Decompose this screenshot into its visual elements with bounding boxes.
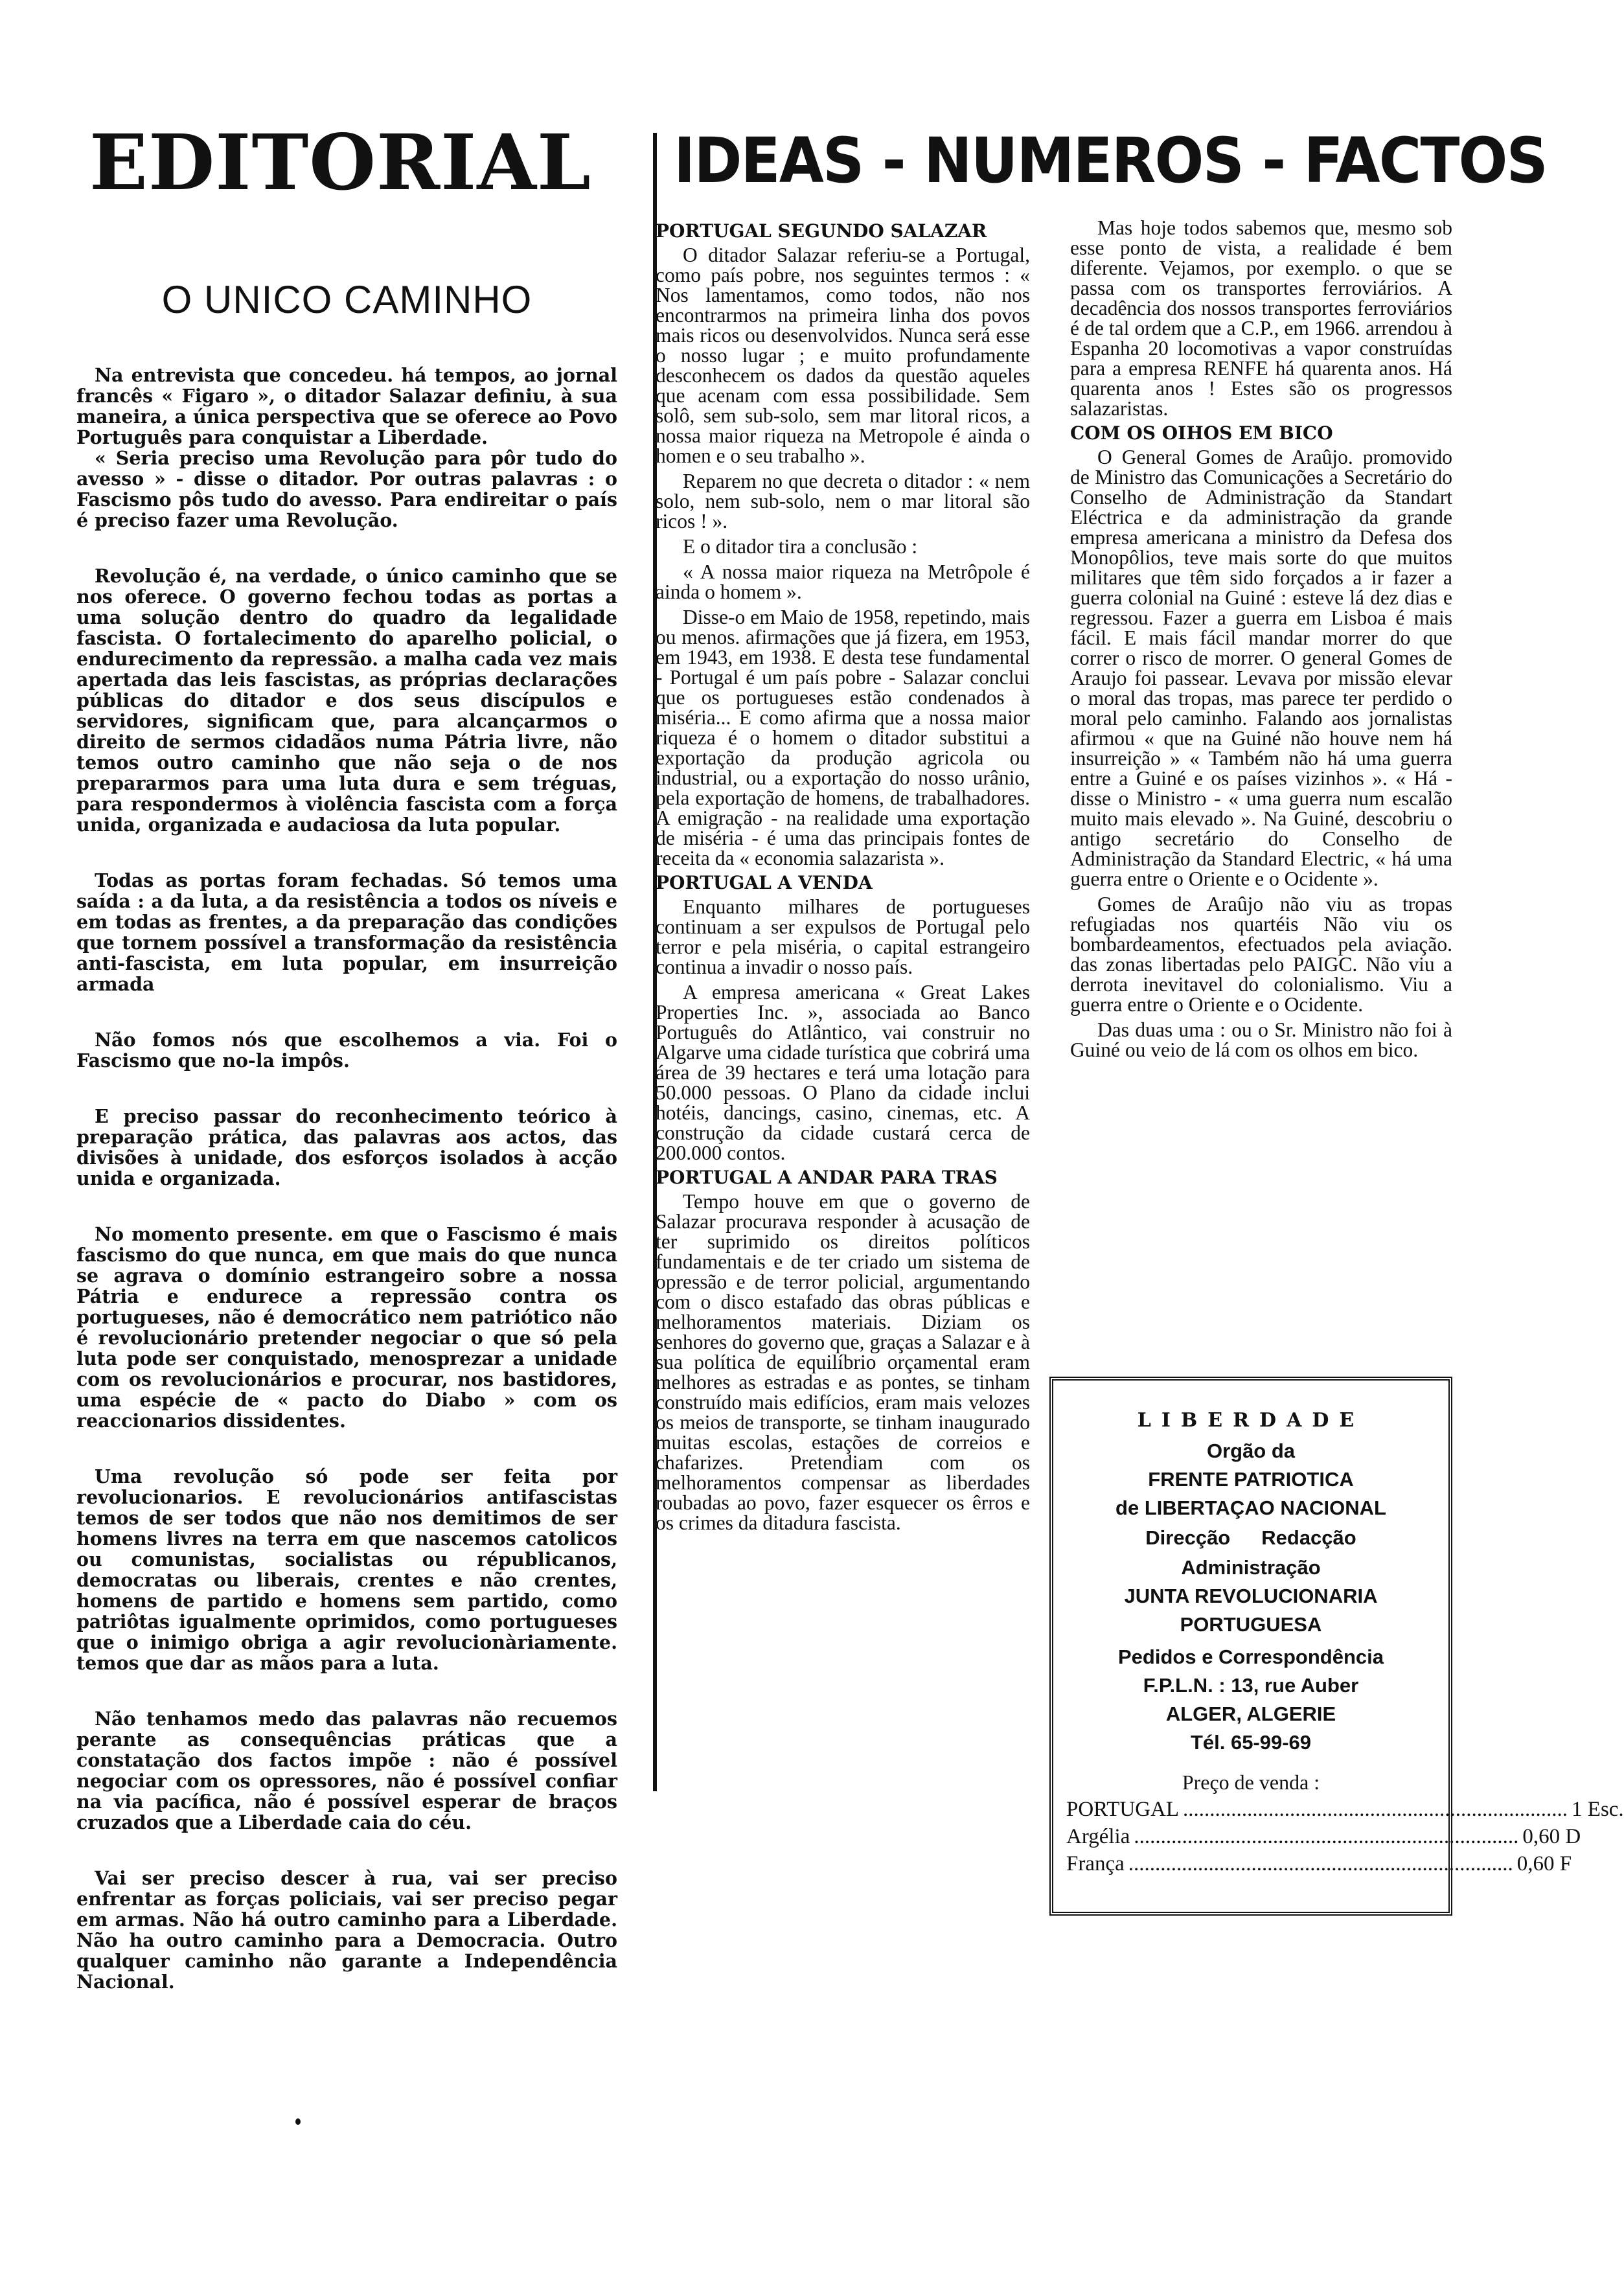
right-column — [1070, 218, 1452, 1065]
article-paragraph: Reparem no que decreta o ditador : « nem solo, nem sub-solo, nem o mar litoral são ricos ! ». — [656, 470, 1030, 533]
masthead-ideas: IDEAS - NUMEROS - FACTOS — [674, 124, 1547, 197]
masthead-editorial: EDITORIAL — [89, 117, 591, 207]
price-row — [1066, 1850, 1572, 1877]
box-line: Redacção — [1261, 1526, 1356, 1549]
box-line: FRENTE PATRIOTICA — [1148, 1468, 1354, 1491]
article-paragraph: E o ditador tira a conclusão : — [683, 535, 918, 558]
box-line: Direcção — [1145, 1526, 1231, 1549]
article-paragraph: O General Gomes de Araûjo. promovido de Ministro das Comunicações a Secretário do Conselho de Administração da Standart Eléctrica e da administração da grande empresa americana a ministro da Defesa dos Monopôlios, teve mais sorte do que muitos militares que têm sido forçados a ir fazer a guerra colonial na Guiné : esteve lá dez dias e regressou. Fazer a guerra em Lisboa é mais fácil. E mais fácil mandar morrer do que correr o risco de morrer. O general Gomes de Araujo foi passear. Levava por missão elevar o moral das tropas, mas parece ter perdido o moral pelo caminho. Falando aos jornalistas afirmou « que na Guiné não houve nem há insurreição » « Também não há uma guerra entre a Guiné e os países vizinhos ». « Há - disse o Ministro - « uma guerra num escalão muito mais elevado ». Na Guiné, descobriu o antigo secretário do Conselho de Administração da Standard Electric, « há uma guerra entre o Oriente e o Ocidente ». — [1070, 446, 1452, 890]
article-paragraph: Mas hoje todos sabemos que, mesmo sob esse ponto de vista, a realidade é bem diferente. Vejamos, por exemplo. o que se passa com os transportes ferroviários. A decadência dos nossos transportes ferroviários é de tal ordem que a C.P., em 1966. arrendou à Espanha 20 locomotivas a vapor construídas para a empresa RENFE há quarenta anos. Há quarenta anos ! Estes são os progressos salazaristas. — [1070, 216, 1452, 420]
editorial-column — [76, 259, 617, 2027]
middle-column — [656, 218, 1030, 1538]
article-paragraph: Enquanto milhares de portugueses continuam a ser expulsos de Portugal pelo terror e pela miséria, o capital estrangeiro continua a invadir o nosso país. — [656, 895, 1030, 978]
box-line: Orgão da — [1206, 1439, 1296, 1462]
box-line: PORTUGUESA — [1180, 1613, 1322, 1636]
box-line: Tél. 65-99-69 — [1190, 1731, 1312, 1754]
price-dots: ........................................................................ — [1128, 1852, 1513, 1875]
price-row — [1066, 1796, 1624, 1823]
section-heading: PORTUGAL A VENDA — [656, 872, 873, 893]
editorial-title: O UNICO CAMINHO — [161, 278, 532, 321]
box-line: ALGER, ALGERIE — [1165, 1703, 1336, 1725]
editorial-paragraph: No momento presente. em que o Fascismo é mais fascismo do que nunca, em que mais do que nunca se agrava o domínio estrangeiro sobre a nossa Pátria e endurece a repressão contra os portugueses, não é democrático nem patriótico não é revolucionário pretender negociar o que só pela luta pode ser conquistado, menosprezar a unidade com os revolucionários e procurar, nos bastidores, uma espécie de « pacto do Diabo » com os reaccionarios dissidentes. — [76, 1223, 617, 1432]
ink-speck — [295, 2118, 301, 2125]
price-value: 0,60 F — [1516, 1852, 1572, 1875]
box-line: Pedidos e Correspondência — [1118, 1645, 1384, 1668]
box-line: F.P.L.N. : 13, rue Auber — [1143, 1674, 1359, 1697]
article-paragraph: O ditador Salazar referiu-se a Portugal, como país pobre, nos seguintes termos : « Nos lamentamos, como todos, não nos encontrarmos na primeira linha dos povos mais ricos ou desenvolvidos. Nunca será esse o nosso lugar ; e muito profundamente desconhecem os dados da questão aqueles que acenam com essa possibilidade. Sem solô, sem sub-solo, sem mar litoral ricos, a nossa maior riqueza na Metropole é ainda o homen e o seu trabalho ». — [656, 244, 1030, 467]
price-row — [1066, 1823, 1581, 1850]
editorial-paragraph: Vai ser preciso descer à rua, vai ser preciso enfrentar as forças policiais, vai ser preciso pegar em armas. Não há outro caminho para a Liberdade. Não ha outro caminho para a Democracia. Outro qualquer caminho não garante a Independência Nacional. — [76, 1867, 617, 1993]
section-heading: PORTUGAL SEGUNDO SALAZAR — [656, 220, 987, 242]
article-paragraph: « A nossa maior riqueza na Metrôpole é ainda o homem ». — [656, 560, 1030, 603]
editorial-paragraph: Uma revolução só pode ser feita por revolucionarios. E revolucionários antifascistas temos de ser todos que não nos demitimos de ser homens livres na terra em que nascemos catolicos ou comunistas, socialistas ou républicanos, democratas ou liberais, crentes e não crentes, homens de partido e homens sem partido, como patriôtas igualmente oprimidos, como portugueses que o inimigo obriga a agir revolucionàriamente. temos que dar as mãos para a luta. — [76, 1465, 617, 1674]
article-paragraph: Gomes de Araûjo não viu as tropas refugiadas nos quartéis Não viu os bombardeamentos, efectuados pela aviação. das zonas libertadas pelo PAIGC. Não viu a derrota inevitavel do colonialismo. Viu a guerra entre o Oriente e o Ocidente. — [1070, 893, 1452, 1016]
article-paragraph: Das duas uma : ou o Sr. Ministro não foi à Guiné ou veio de lá com os olhos em bico. — [1070, 1018, 1452, 1061]
section-heading: COM OS OIHOS EM BICO — [1070, 422, 1333, 444]
price-list — [1053, 1796, 1624, 1877]
price-dots: ........................................................................ — [1134, 1825, 1519, 1848]
price-country: PORTUGAL — [1066, 1798, 1180, 1821]
editorial-paragraph: Todas as portas foram fechadas. Só temos uma saída : a da luta, a da resistência a todos os níveis e em todas as frentes, a da preparação das condições que tornem possível a transformação da resistência anti-fascista, em luta popular, em insurreição armada — [76, 869, 617, 995]
box-row — [1053, 1522, 1448, 1553]
editorial-paragraph: Na entrevista que concedeu. há tempos, ao jornal francês « Figaro », o ditador Salazar definiu, à sua maneira, a única perspectiva que se oferece ao Povo Português para conquistar a Liberdade. — [76, 364, 617, 448]
price-heading: Preço de venda : — [1182, 1771, 1320, 1794]
editorial-paragraph: Não tenhamos medo das palavras não recuemos perante as consequências práticas que a constatação dos factos impõe : não é possível negociar com os opressores, não é possível confiar na via pacífica, não é possível esperar de braços cruzados que a Liberdade caia do céu. — [76, 1708, 617, 1833]
editorial-paragraph: Não fomos nós que escolhemos a via. Foi o Fascismo que no-la impôs. — [76, 1029, 617, 1072]
article-paragraph: Tempo houve em que o governo de Salazar procurava responder à acusação de ter suprimido os direitos políticos fundamentais e de ter criado um sistema de opressão e de terror policial, argumentando com o disco estafado das obras públicas e melhoramentos materiais. Diziam os senhores do governo que, graças a Salazar e à sua política de equilíbrio orçamental eram melhores as estradas e as pontes, se tinham construído mais edifícios, eram mais velozes os meios de transporte, se tinham inaugurado muitas escolas, estações de correios e chafarizes. Pretendiam com os melhoramentos compensar as liberdades roubadas ao povo, fazer esquecer os êrros e os crimes da ditadura fascista. — [656, 1190, 1030, 1534]
publication-info-box — [1049, 1377, 1624, 1916]
box-line: Administração — [1181, 1556, 1321, 1579]
article-paragraph: A empresa americana « Great Lakes Properties Inc. », associada ao Banco Português do Atlântico, vai construir no Algarve uma cidade turística que cobrirá uma área de 39 hectares e terá uma lotação para 50.000 pessoas. O Plano da cidade inclui hotéis, dancings, casino, cinemas, etc. A construção da cidade custará cerca de 200.000 contos. — [656, 981, 1030, 1164]
publication-name: LIBERDADE — [1137, 1409, 1365, 1432]
price-country: Argélia — [1066, 1825, 1130, 1848]
box-line: JUNTA REVOLUCIONARIA — [1124, 1585, 1378, 1607]
box-line: de LIBERTAÇAO NACIONAL — [1115, 1496, 1386, 1519]
section-heading: PORTUGAL A ANDAR PARA TRAS — [656, 1167, 998, 1188]
editorial-paragraph: E preciso passar do reconhecimento teórico à preparação prática, das palavras aos actos, das divisões à unidade, dos esforços isolados à acção unida e organizada. — [76, 1105, 617, 1189]
price-value: 0,60 D — [1522, 1825, 1581, 1848]
price-country: França — [1066, 1852, 1125, 1875]
editorial-paragraph: « Seria preciso uma Revolução para pôr tudo do avesso » - disse o ditador. Por outras palavras : o Fascismo pôs tudo do avesso. Para endireitar o país é preciso fazer uma Revolução. — [76, 447, 617, 531]
editorial-paragraph: Revolução é, na verdade, o único caminho que se nos oferece. O governo fechou todas as portas a uma solução dentro do quadro da legalidade fascista. O fortalecimento do aparelho policial, o endurecimento da repressão. a malha cada vez mais apertada das leis fascistas, as próprias declarações públicas do ditador e dos seus discípulos e servidores, significam que, para alcançarmos o direito de sermos cidadãos numa Pátria livre, não temos outro caminho que não seja o de nos prepararmos para uma luta dura e sem tréguas, para respondermos à violência fascista com a força unida, organizada e audaciosa da luta popular. — [76, 565, 617, 836]
article-paragraph: Disse-o em Maio de 1958, repetindo, mais ou menos. afirmações que já fizera, em 1953, em 1943, em 1938. E desta tese fundamental - Portugal é um país pobre - Salazar conclui que os portugueses estão condenados à miséria... E como afirma que a nossa maior riqueza é o homem o ditador substitui a exportação da produção agricola ou industrial, ou a exportação do nosso urânio, pela exportação de homens, de trabalhadores. A emigração - na realidade uma exportação de miséria - é uma das principais fontes de receita da « economia salazarista ». — [656, 606, 1030, 869]
price-dots: ........................................................................ — [1183, 1798, 1568, 1821]
price-value: 1 Esc. — [1572, 1798, 1624, 1821]
